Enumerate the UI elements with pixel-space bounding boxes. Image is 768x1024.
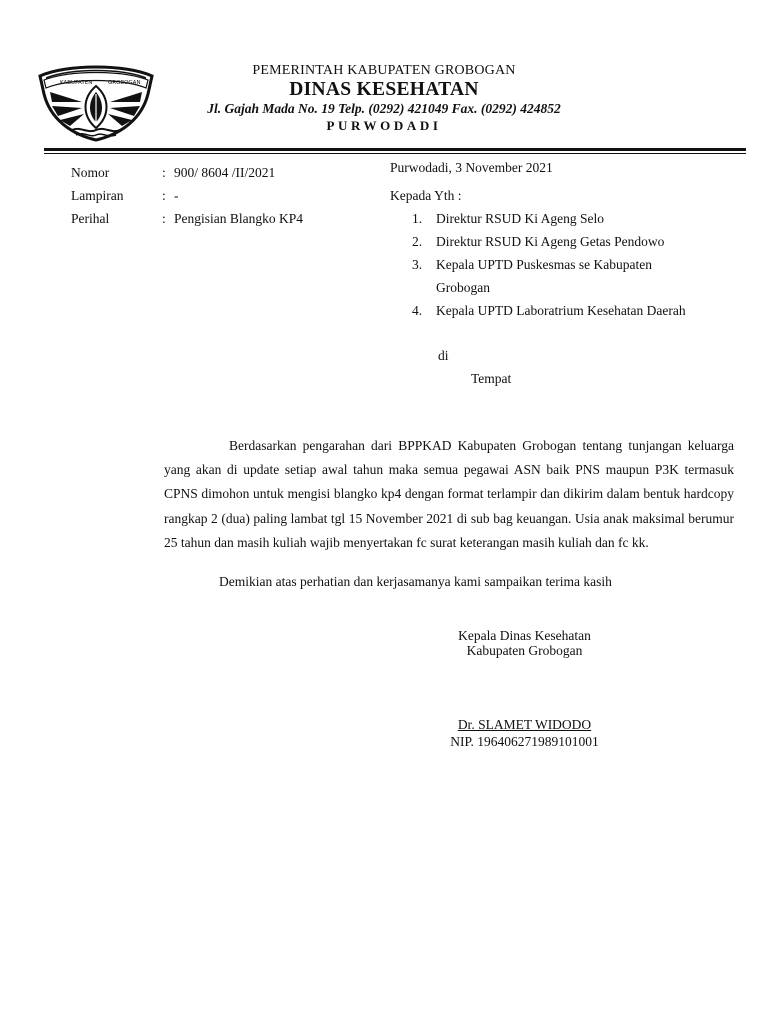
signatory-name-wrap	[422, 717, 627, 733]
meta-colon: :	[162, 188, 166, 203]
letterhead-agency: DINAS KESEHATAN	[289, 79, 479, 100]
signatory-office: Kabupaten Grobogan	[466, 643, 583, 658]
recipient-heading: Kepada Yth :	[390, 188, 462, 203]
recipient-item-continued: Grobogan	[436, 280, 490, 295]
recipient-item: Kepala UPTD Laboratrium Kesehatan Daerah	[436, 303, 686, 318]
letterhead-rule-thick	[44, 148, 746, 151]
meta-value-perihal: Pengisian Blangko KP4	[174, 211, 304, 226]
meta-value-nomor: 900/ 8604 /II/2021	[174, 165, 276, 180]
meta-colon: :	[162, 165, 166, 180]
letterhead-rule-thin	[44, 153, 746, 154]
recipient-item: Kepala UPTD Puskesmas se Kabupaten	[436, 257, 652, 272]
meta-colon: :	[162, 211, 166, 226]
signatory-title: Kepala Dinas Kesehatan	[458, 628, 591, 643]
recipient-item: Direktur RSUD Ki Ageng Selo	[436, 211, 604, 226]
recipient-number: 4.	[412, 303, 423, 318]
meta-label-nomor: Nomor	[71, 165, 110, 180]
recipient-number: 1.	[412, 211, 423, 226]
letter-date: Purwodadi, 3 November 2021	[390, 160, 553, 175]
regency-emblem-icon	[36, 58, 156, 142]
letterhead-government: PEMERINTAH KABUPATEN GROBOGAN	[252, 63, 516, 78]
letterhead-address: Jl. Gajah Mada No. 19 Telp. (0292) 421049 Fax. (0292) 424852	[207, 101, 561, 116]
signatory-name: Dr. SLAMET WIDODO	[457, 717, 592, 732]
meta-value-lampiran: -	[174, 188, 179, 203]
svg-text:KABUPATEN: KABUPATEN	[60, 80, 93, 86]
recipient-number: 2.	[412, 234, 423, 249]
recipient-item: Direktur RSUD Ki Ageng Getas Pendowo	[436, 234, 665, 249]
meta-label-lampiran: Lampiran	[71, 188, 124, 203]
meta-label-perihal: Perihal	[71, 211, 110, 226]
closing-line: Demikian atas perhatian dan kerjasamanya kami sampaikan terima kasih	[219, 574, 612, 589]
letter-body: Berdasarkan pengarahan dari BPPKAD Kabupaten Grobogan tentang tunjangan keluarga yang akan di update setiap awal tahun maka semua pegawai ASN baik PNS maupun P3K termasuk CPNS dimohon untuk mengisi blangko kp4 dengan format terlampir dan dikirim dalam bentuk hardcopy rangkap 2 (dua) paling lambat tgl 15 November 2021 di sub bag keuangan. Usia anak maksimal berumur 25 tahun dan masih kuliah wajib menyertakan fc surat keterangan masih kuliah dan fc kk.	[164, 438, 734, 550]
svg-text:GROBOGAN: GROBOGAN	[108, 80, 141, 86]
recipient-tempat: Tempat	[471, 371, 512, 386]
recipient-number: 3.	[412, 257, 423, 272]
recipient-di: di	[438, 348, 449, 363]
letterhead-city: PURWODADI	[326, 118, 442, 133]
signatory-nip: NIP. 196406271989101001	[450, 734, 599, 749]
